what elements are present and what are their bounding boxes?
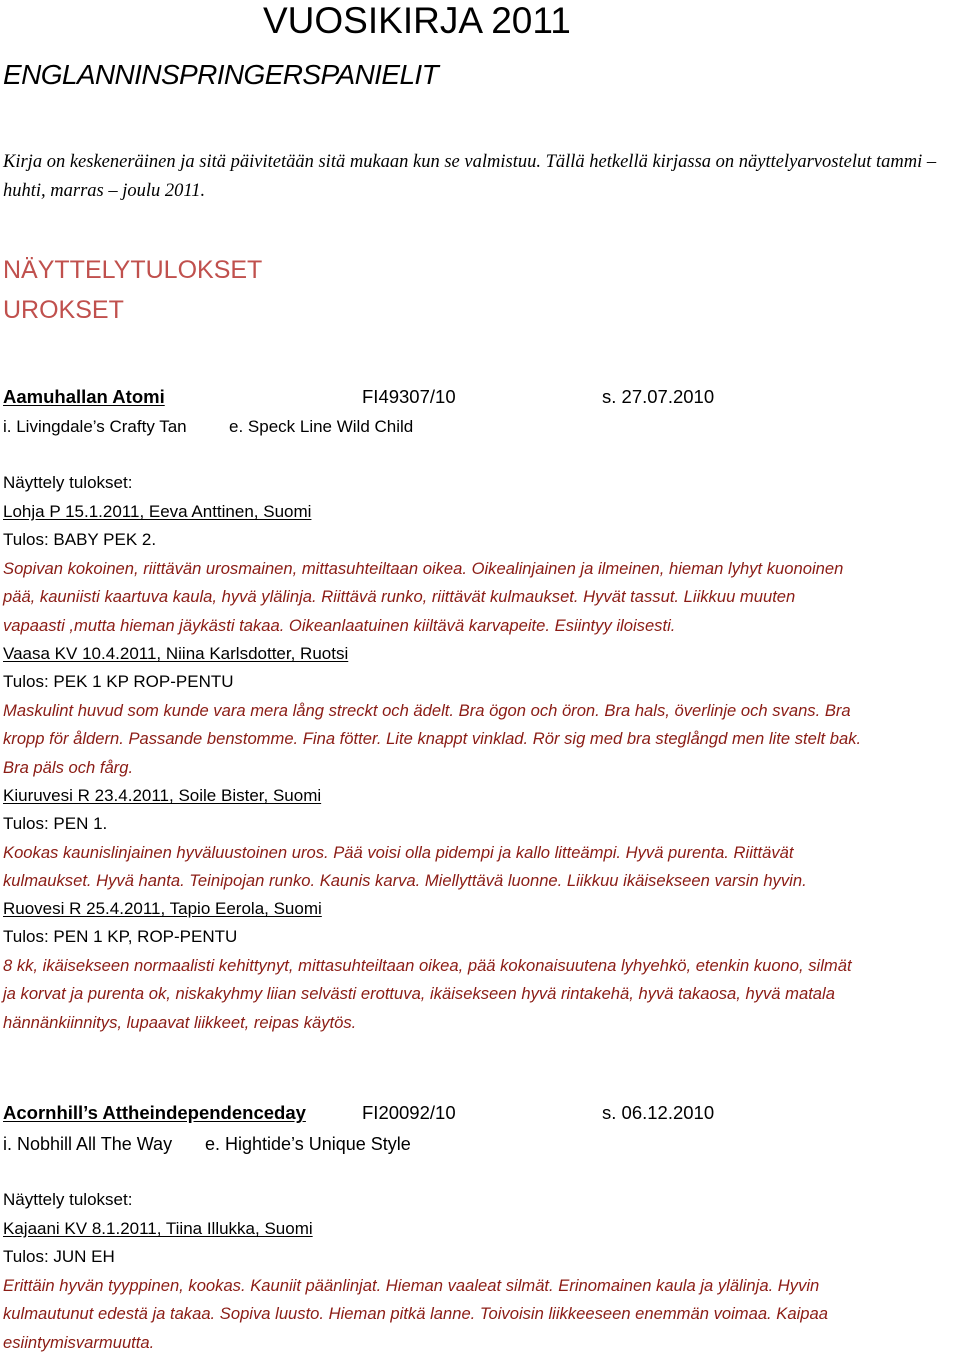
critique-line: esiintymisvarmuutta. — [3, 1332, 155, 1352]
critique-line: Maskulint huvud som kunde vara mera lång streckt och ädelt. Bra ögon och öron. Bra hals, överlinje och svans. Bra — [3, 701, 851, 720]
critique-line: ja korvat ja purenta ok, niskakyhmy liian selvästi erottuva, ikäisekseen hyvä rintakehä, hyvä takaosa, hyvä matala — [3, 984, 835, 1004]
dog-name: Aamuhallan Atomi — [3, 386, 165, 407]
intro-text: Kirja on keskeneräinen ja sitä päivitetään sitä mukaan kun se valmistuu. Tällä hetkellä kirjassa on näyttelyarvostelut tammi – huhti, marras – joulu 2011. — [3, 152, 937, 201]
critique-line: kulmaukset. Hyvä hanta. Teinipojan runko. Kaunis karva. Miellyttävä luonne. Liikkuu ikäisekseen varsin hyvin. — [3, 871, 807, 891]
show-critique — [3, 697, 959, 782]
dog-dam: e. Speck Line Wild Child — [229, 417, 414, 436]
critique-line: Bra päls och fårg. — [3, 757, 134, 777]
show-entry: Kajaani KV 8.1.2011, Tiina Illukka, Suomi — [3, 1219, 313, 1238]
dog-sire: i. Livingdale’s Crafty Tan — [3, 417, 187, 436]
dog-sire: i. Nobhill All The Way — [3, 1134, 173, 1154]
show-critique — [3, 1272, 959, 1357]
show-results-label: Näyttely tulokset: — [3, 473, 133, 492]
critique-line: vapaasti ,mutta hieman jäykästi takaa. Oikeanlaatuinen kiiltävä karvapeite. Esiintyy iloisesti. — [3, 615, 676, 635]
dog-dam: e. Hightide’s Unique Style — [205, 1134, 411, 1154]
show-critique — [3, 839, 959, 896]
show-critique — [3, 952, 959, 1037]
page-title: VUOSIKIRJA 2011 — [263, 0, 571, 41]
show-result: Tulos: BABY PEK 2. — [3, 530, 157, 549]
show-results-label: Näyttely tulokset: — [3, 1190, 133, 1209]
show-result: Tulos: PEN 1. — [3, 814, 108, 833]
dog-registration: FI49307/10 — [362, 386, 456, 407]
show-entry: Lohja P 15.1.2011, Eeva Anttinen, Suomi — [3, 502, 312, 521]
show-entry: Vaasa KV 10.4.2011, Niina Karlsdotter, Ruotsi — [3, 644, 349, 663]
males-heading: UROKSET — [3, 296, 124, 324]
show-result: Tulos: JUN EH — [3, 1247, 115, 1266]
show-entry: Kiuruvesi R 23.4.2011, Soile Bister, Suomi — [3, 786, 322, 805]
show-entry: Ruovesi R 25.4.2011, Tapio Eerola, Suomi — [3, 899, 322, 918]
dog-birthdate: s. 06.12.2010 — [602, 1102, 715, 1123]
critique-line: kropp för åldern. Passande benstomme. Fina fötter. Lite knappt vinklad. Rör sig med bra steglångd men lite stelt bak. — [3, 729, 862, 749]
critique-line: kulmautunut edestä ja takaa. Sopiva luusto. Hieman pitkä lanne. Toivoisin liikkeeseen enemmän voimaa. Kaipaa — [3, 1304, 828, 1324]
critique-line: Sopivan kokoinen, riittävän urosmainen, mittasuhteiltaan oikea. Oikealinjainen ja ilmeinen, hieman lyhyt kuonoinen — [3, 559, 844, 578]
dog-name: Acornhill’s Attheindependenceday — [3, 1102, 306, 1123]
show-result: Tulos: PEK 1 KP ROP-PENTU — [3, 672, 234, 691]
critique-line: Kookas kaunislinjainen hyväluustoinen uros. Pää voisi olla pidempi ja kallo litteämpi. Hyvä purenta. Riittävät — [3, 843, 794, 862]
results-heading: NÄYTTELYTULOKSET — [3, 256, 263, 284]
dog-registration: FI20092/10 — [362, 1102, 456, 1123]
critique-line: hännänkiinnitys, lupaavat liikkeet, reipas käytös. — [3, 1012, 357, 1032]
show-critique — [3, 555, 959, 640]
critique-line: 8 kk, ikäisekseen normaalisti kehittynyt, mittasuhteiltaan oikea, pää kokonaisuutena lyhyehkö, etenkin kuono, silmät — [3, 956, 852, 975]
page-subtitle: ENGLANNINSPRINGERSPANIELIT — [3, 59, 439, 90]
critique-line: Erittäin hyvän tyyppinen, kookas. Kauniit päänlinjat. Hieman vaaleat silmät. Erinomainen kaula ja ylälinja. Hyvin — [3, 1276, 820, 1295]
show-result: Tulos: PEN 1 KP, ROP-PENTU — [3, 927, 238, 946]
critique-line: pää, kauniisti kaartuva kaula, hyvä ylälinja. Riittävä runko, riittävät kulmaukset. Hyvät tassut. Liikkuu muuten — [3, 587, 796, 607]
dog-birthdate: s. 27.07.2010 — [602, 386, 715, 407]
